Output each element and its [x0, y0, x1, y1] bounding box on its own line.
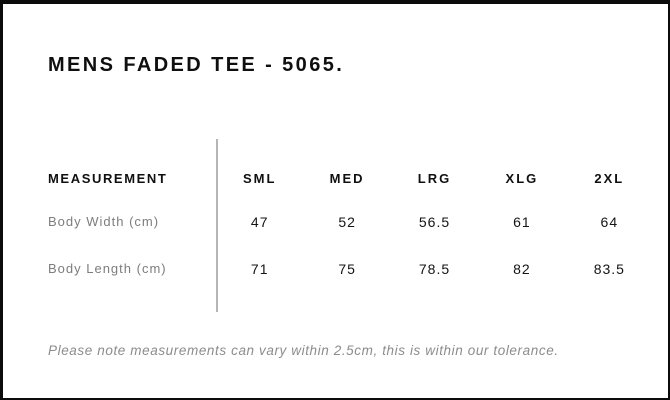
- body-width-value-sml: 47: [250, 214, 269, 230]
- size-column-header-xlg: XLG: [505, 171, 539, 186]
- body-width-value-med: 52: [338, 214, 356, 230]
- size-column-header-med: MED: [329, 171, 365, 186]
- row-label-body-length: Body Length (cm): [48, 261, 167, 276]
- body-width-value-2xl: 64: [600, 214, 619, 230]
- body-length-value-lrg: 78.5: [418, 261, 451, 277]
- body-width-value-lrg: 56.5: [418, 214, 451, 230]
- size-column-header-lrg: LRG: [417, 171, 452, 186]
- size-column-header-2xl: 2XL: [594, 171, 625, 186]
- table-row-body-width: [48, 214, 653, 230]
- size-column-header-sml: SML: [242, 171, 277, 186]
- body-length-value-med: 75: [338, 261, 356, 277]
- body-length-value-2xl: 83.5: [593, 261, 625, 277]
- body-length-value-sml: 71: [250, 261, 269, 277]
- row-label-body-width: Body Width (cm): [48, 214, 160, 229]
- tolerance-note: Please note measurements can vary within 2.5cm, this is within our tolerance.: [48, 343, 559, 358]
- table-row-body-length: [48, 261, 653, 277]
- measurement-column-header: MEASUREMENT: [48, 171, 168, 186]
- page-title: MENS FADED TEE - 5065.: [48, 54, 345, 76]
- body-length-value-xlg: 82: [513, 261, 531, 277]
- table-header-row: [48, 171, 653, 187]
- size-table: [48, 139, 653, 312]
- body-width-value-xlg: 61: [513, 214, 531, 230]
